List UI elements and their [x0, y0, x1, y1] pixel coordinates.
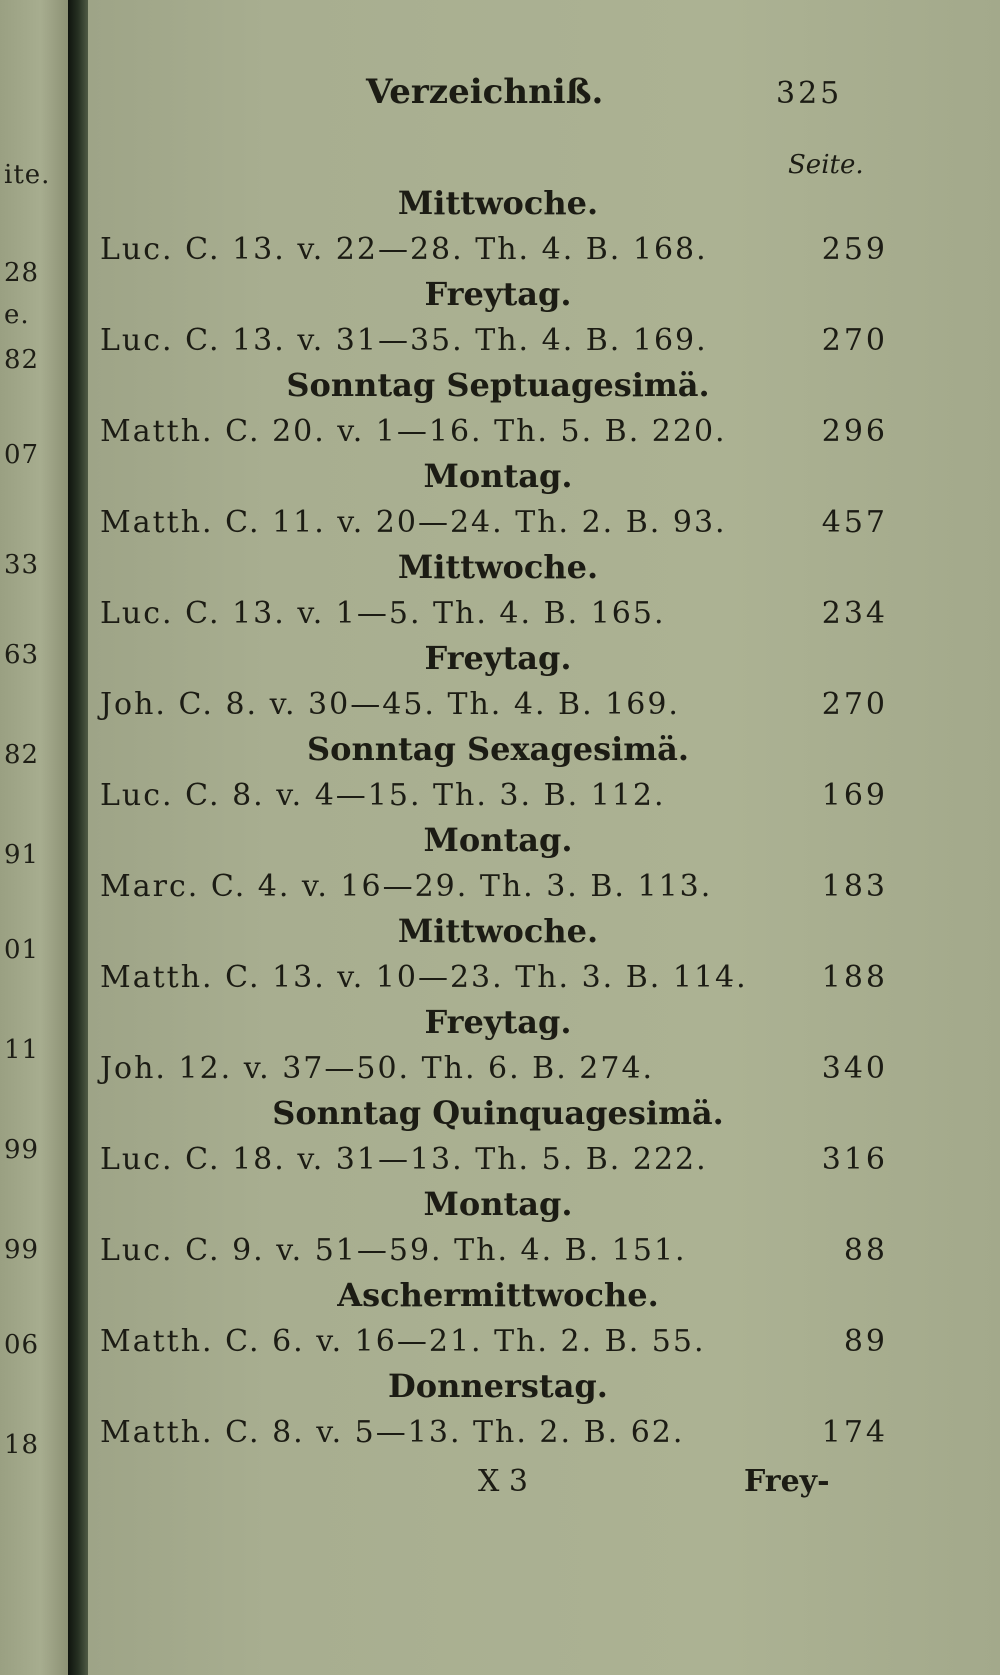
day-label: Freytag.: [424, 639, 572, 677]
facing-page-fragment: 11: [4, 1035, 40, 1065]
day-heading: [88, 726, 1000, 772]
scripture-reference: Luc. C. 18. v. 31—13. Th. 5. B. 222.: [100, 1141, 708, 1177]
page-reference: 89: [843, 1323, 888, 1359]
index-entry: [88, 499, 1000, 545]
index-entry: [88, 408, 1000, 454]
page-reference: 270: [821, 322, 888, 358]
signature-mark: X 3: [478, 1464, 528, 1499]
day-label: Sonntag Sexagesimä.: [307, 730, 689, 768]
page-reference: 174: [821, 1414, 888, 1450]
scripture-reference: Luc. C. 8. v. 4—15. Th. 3. B. 112.: [100, 777, 666, 813]
scripture-reference: Joh. C. 8. v. 30—45. Th. 4. B. 169.: [100, 686, 680, 722]
page-reference: 296: [821, 413, 888, 449]
day-label: Mittwoche.: [397, 912, 599, 950]
catchword: Frey-: [744, 1464, 830, 1499]
index-entry: [88, 1227, 1000, 1273]
facing-page-fragment: 63: [4, 640, 40, 670]
index-entry: [88, 1409, 1000, 1455]
day-heading: [88, 1363, 1000, 1409]
day-label: Sonntag Septuagesimä.: [286, 366, 710, 404]
day-heading: [88, 908, 1000, 954]
facing-page-fragment: 33: [4, 550, 40, 580]
day-heading: [88, 999, 1000, 1045]
index-entry: [88, 1045, 1000, 1091]
page-reference: 340: [821, 1050, 888, 1086]
scripture-reference: Luc. C. 9. v. 51—59. Th. 4. B. 151.: [100, 1232, 687, 1268]
page-reference: 88: [843, 1232, 888, 1268]
scripture-reference: Matth. C. 20. v. 1—16. Th. 5. B. 220.: [100, 413, 727, 449]
page-reference: 316: [821, 1141, 888, 1177]
day-heading: [88, 1272, 1000, 1318]
day-heading: [88, 1090, 1000, 1136]
scripture-reference: Luc. C. 13. v. 22—28. Th. 4. B. 168.: [100, 231, 708, 267]
scripture-reference: Matth. C. 6. v. 16—21. Th. 2. B. 55.: [100, 1323, 706, 1359]
facing-page-fragment: 99: [4, 1135, 40, 1165]
index-entry: [88, 681, 1000, 727]
day-heading: [88, 544, 1000, 590]
page-footer: [88, 1460, 1000, 1510]
facing-page-fragment: e.: [4, 300, 30, 330]
page-number: 325: [776, 76, 843, 111]
book-page: [88, 0, 1000, 1675]
scripture-reference: Matth. C. 13. v. 10—23. Th. 3. B. 114.: [100, 959, 748, 995]
day-label: Mittwoche.: [397, 548, 599, 586]
facing-page-edge: [0, 0, 68, 1675]
day-heading: [88, 635, 1000, 681]
index-list: [88, 180, 1000, 1454]
facing-page-fragment: 28: [4, 258, 40, 288]
page-reference: 234: [821, 595, 888, 631]
index-entry: [88, 1136, 1000, 1182]
day-heading: [88, 1181, 1000, 1227]
facing-page-fragment: 82: [4, 345, 40, 375]
day-heading: [88, 180, 1000, 226]
book-gutter: [68, 0, 88, 1675]
facing-page-fragment: ite.: [4, 160, 51, 190]
day-label: Aschermittwoche.: [337, 1276, 659, 1314]
column-heading: Seite.: [788, 150, 864, 180]
day-label: Sonntag Quinquagesimä.: [272, 1094, 724, 1132]
facing-page-fragment: 91: [4, 840, 40, 870]
day-label: Freytag.: [424, 275, 572, 313]
facing-page-fragment: 18: [4, 1430, 40, 1460]
day-label: Mittwoche.: [397, 184, 599, 222]
day-heading: [88, 817, 1000, 863]
page-title: Verzeichniß.: [366, 72, 604, 112]
index-entry: [88, 954, 1000, 1000]
day-label: Montag.: [423, 457, 573, 495]
index-entry: [88, 863, 1000, 909]
scripture-reference: Joh. 12. v. 37—50. Th. 6. B. 274.: [100, 1050, 655, 1086]
index-entry: [88, 772, 1000, 818]
page-reference: 259: [821, 231, 888, 267]
day-label: Montag.: [423, 821, 573, 859]
day-heading: [88, 271, 1000, 317]
facing-page-fragment: 99: [4, 1235, 40, 1265]
scripture-reference: Matth. C. 8. v. 5—13. Th. 2. B. 62.: [100, 1414, 685, 1450]
day-heading: [88, 362, 1000, 408]
page-reference: 169: [821, 777, 888, 813]
page-reference: 183: [821, 868, 888, 904]
index-entry: [88, 226, 1000, 272]
facing-page-fragment: 06: [4, 1330, 40, 1360]
running-header: [88, 62, 1000, 122]
scripture-reference: Luc. C. 13. v. 1—5. Th. 4. B. 165.: [100, 595, 666, 631]
scripture-reference: Luc. C. 13. v. 31—35. Th. 4. B. 169.: [100, 322, 708, 358]
day-label: Donnerstag.: [388, 1367, 608, 1405]
facing-page-fragment: 07: [4, 440, 40, 470]
facing-page-fragment: 82: [4, 740, 40, 770]
index-entry: [88, 1318, 1000, 1364]
index-entry: [88, 590, 1000, 636]
day-heading: [88, 453, 1000, 499]
scripture-reference: Matth. C. 11. v. 20—24. Th. 2. B. 93.: [100, 504, 727, 540]
facing-page-fragment: 01: [4, 935, 40, 965]
page-reference: 188: [821, 959, 888, 995]
page-reference: 457: [821, 504, 888, 540]
day-label: Montag.: [423, 1185, 573, 1223]
page-reference: 270: [821, 686, 888, 722]
scripture-reference: Marc. C. 4. v. 16—29. Th. 3. B. 113.: [100, 868, 713, 904]
day-label: Freytag.: [424, 1003, 572, 1041]
index-entry: [88, 317, 1000, 363]
